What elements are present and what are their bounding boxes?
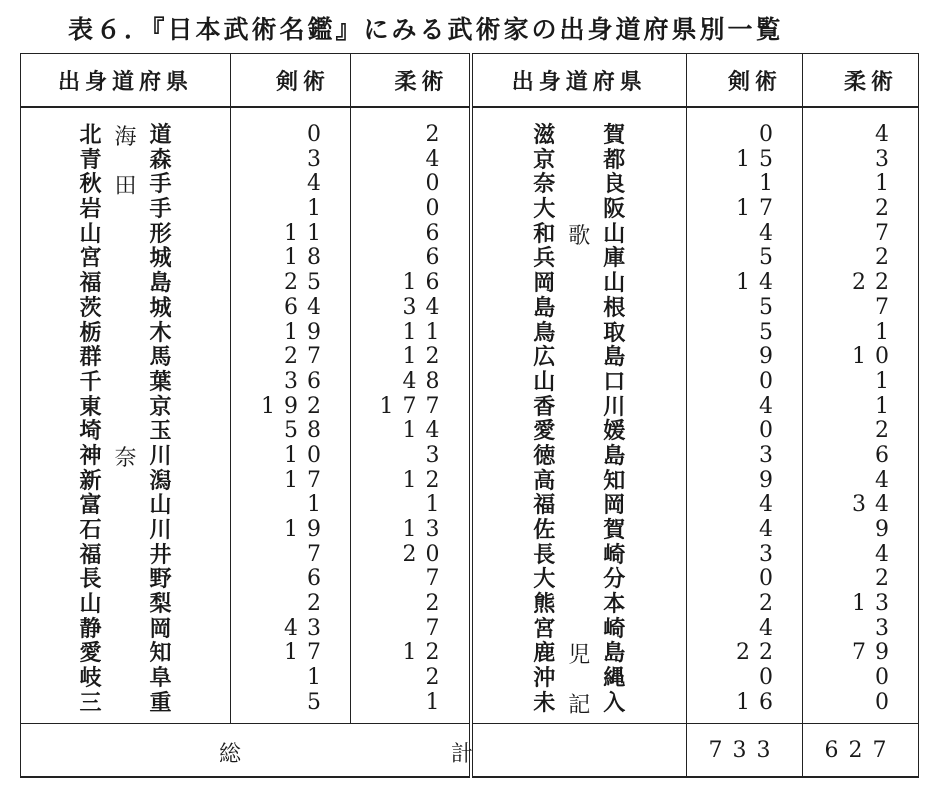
prefecture-name bbox=[80, 666, 172, 691]
prefecture-char: 都 bbox=[603, 146, 626, 173]
prefecture-char: 高 bbox=[533, 467, 556, 494]
kenjutsu-count: 4 bbox=[759, 220, 782, 246]
prefecture-name bbox=[80, 395, 172, 420]
prefecture-char: 口 bbox=[603, 368, 626, 395]
jujutsu-count: 79 bbox=[852, 640, 898, 666]
prefecture-char: 三 bbox=[79, 689, 102, 716]
jujutsu-count: 1 bbox=[875, 393, 898, 419]
prefecture-char: 京 bbox=[149, 393, 172, 420]
jujutsu-count: 2 bbox=[425, 122, 449, 147]
prefecture-char: 香 bbox=[533, 393, 556, 420]
prefecture-char: 栃 bbox=[79, 319, 102, 346]
kenjutsu-count: 0 bbox=[759, 368, 782, 394]
prefecture-char: 城 bbox=[149, 245, 172, 272]
header-jujutsu-left: 柔術 bbox=[351, 54, 471, 108]
prefecture-char: 岡 bbox=[533, 270, 556, 297]
prefecture-name bbox=[80, 148, 172, 173]
prefecture-char: 森 bbox=[149, 146, 172, 173]
prefecture-name bbox=[533, 370, 625, 395]
kenjutsu-count: 1 bbox=[759, 171, 782, 197]
kenjutsu-count: 58 bbox=[284, 418, 330, 444]
prefecture-name bbox=[533, 197, 625, 222]
jujutsu-count: 12 bbox=[402, 344, 449, 370]
kenjutsu-count: 9 bbox=[759, 467, 782, 493]
jujutsu-count: 3 bbox=[875, 615, 898, 641]
kenjutsu-count: 9 bbox=[759, 344, 782, 370]
jujutsu-count: 20 bbox=[402, 541, 449, 567]
prefecture-name bbox=[533, 691, 625, 716]
prefecture-name bbox=[533, 567, 625, 592]
prefecture-char: 山 bbox=[79, 220, 102, 247]
jujutsu-count: 2 bbox=[875, 196, 898, 222]
header-pref-right: 出身道府県 bbox=[471, 54, 687, 108]
kenjutsu-count: 3 bbox=[759, 442, 782, 468]
prefecture-char: 滋 bbox=[533, 122, 556, 148]
prefecture-char: 重 bbox=[149, 689, 172, 716]
jujutsu-count: 4 bbox=[875, 541, 898, 567]
prefecture-name bbox=[80, 197, 172, 222]
left-kenjutsu-column bbox=[231, 107, 351, 724]
prefecture-char: 馬 bbox=[149, 344, 172, 371]
kenjutsu-count: 4 bbox=[759, 517, 782, 542]
kenjutsu-count: 7 bbox=[307, 541, 330, 567]
body-row bbox=[21, 107, 919, 724]
prefecture-name bbox=[79, 171, 172, 200]
prefecture-name bbox=[533, 444, 625, 469]
header-kenjutsu-left: 剣術 bbox=[231, 54, 351, 108]
kenjutsu-count: 15 bbox=[736, 146, 782, 172]
kenjutsu-count: 27 bbox=[284, 344, 330, 370]
jujutsu-count: 0 bbox=[875, 689, 898, 715]
prefecture-char: 山 bbox=[149, 492, 172, 519]
kenjutsu-count: 3 bbox=[759, 541, 782, 567]
prefecture-char: 島 bbox=[603, 640, 626, 667]
prefecture-char: 賀 bbox=[603, 517, 626, 543]
jujutsu-count: 34 bbox=[402, 294, 449, 320]
prefecture-name bbox=[80, 641, 172, 666]
prefecture-char: 川 bbox=[603, 393, 626, 420]
prefecture-char: 岐 bbox=[79, 665, 102, 692]
prefecture-name bbox=[80, 296, 172, 321]
total-spacer bbox=[471, 724, 687, 778]
prefecture-char: 未 bbox=[533, 689, 556, 716]
kenjutsu-count: 10 bbox=[284, 442, 330, 468]
prefecture-char: 歌 bbox=[568, 223, 591, 249]
jujutsu-count: 177 bbox=[379, 393, 449, 419]
jujutsu-count: 13 bbox=[852, 591, 898, 617]
prefecture-name bbox=[80, 123, 172, 148]
right-jujutsu-column bbox=[803, 107, 919, 724]
jujutsu-count: 2 bbox=[425, 665, 449, 691]
prefecture-char: 川 bbox=[149, 442, 172, 469]
kenjutsu-count: 4 bbox=[759, 393, 782, 419]
prefecture-name bbox=[533, 395, 625, 420]
total-row bbox=[21, 724, 919, 778]
prefecture-name bbox=[533, 617, 625, 642]
prefecture-char: 山 bbox=[603, 220, 626, 247]
prefecture-char: 児 bbox=[568, 643, 591, 669]
prefecture-char: 鳥 bbox=[533, 319, 556, 346]
jujutsu-count: 2 bbox=[875, 566, 898, 592]
jujutsu-count: 48 bbox=[402, 368, 449, 394]
table-title: 表６．『日本武術名鑑』にみる武術家の出身道府県別一覧 bbox=[68, 15, 784, 44]
kenjutsu-count: 25 bbox=[284, 270, 330, 296]
kenjutsu-count: 5 bbox=[759, 294, 782, 320]
prefecture-char: 山 bbox=[79, 591, 102, 618]
jujutsu-count: 4 bbox=[425, 146, 449, 172]
prefecture-name bbox=[80, 469, 172, 494]
kenjutsu-count: 19 bbox=[284, 319, 330, 345]
prefecture-char: 長 bbox=[533, 541, 556, 568]
prefecture-char: 島 bbox=[533, 294, 556, 321]
prefecture-char: 入 bbox=[603, 689, 626, 716]
jujutsu-count: 2 bbox=[425, 591, 449, 617]
kenjutsu-count: 5 bbox=[307, 689, 330, 715]
prefecture-char: 富 bbox=[79, 492, 102, 519]
prefecture-char: 千 bbox=[79, 368, 102, 395]
prefecture-char: 群 bbox=[79, 344, 102, 371]
prefecture-char: 良 bbox=[603, 171, 626, 198]
prefecture-name bbox=[80, 543, 172, 568]
prefecture-name bbox=[533, 246, 625, 271]
jujutsu-count: 34 bbox=[852, 492, 898, 518]
jujutsu-count: 1 bbox=[875, 368, 898, 394]
jujutsu-count: 13 bbox=[402, 517, 449, 542]
prefecture-name bbox=[533, 518, 625, 543]
prefecture-char: 野 bbox=[149, 566, 172, 593]
kenjutsu-count: 192 bbox=[261, 393, 330, 419]
prefecture-char: 長 bbox=[79, 566, 102, 593]
prefecture-char: 福 bbox=[533, 492, 556, 519]
kenjutsu-count: 5 bbox=[759, 319, 782, 345]
prefecture-char: 大 bbox=[533, 566, 556, 593]
prefecture-char: 根 bbox=[603, 294, 626, 321]
prefecture-name bbox=[533, 543, 625, 568]
prefecture-char: 媛 bbox=[603, 418, 626, 445]
prefecture-char: 奈 bbox=[114, 445, 137, 471]
jujutsu-count: 3 bbox=[425, 442, 449, 468]
kenjutsu-count: 0 bbox=[759, 665, 782, 691]
left-pref-column bbox=[21, 107, 231, 724]
kenjutsu-count: 0 bbox=[759, 566, 782, 592]
prefecture-name bbox=[80, 518, 172, 543]
jujutsu-count: 3 bbox=[875, 146, 898, 172]
prefecture-name bbox=[533, 271, 625, 296]
kenjutsu-count: 4 bbox=[307, 171, 330, 197]
jujutsu-count: 16 bbox=[402, 270, 449, 296]
header-kenjutsu-right: 剣術 bbox=[687, 54, 803, 108]
prefecture-char: 阪 bbox=[603, 196, 626, 223]
prefecture-name bbox=[80, 345, 172, 370]
jujutsu-count: 6 bbox=[425, 245, 449, 271]
prefecture-char: 鹿 bbox=[533, 640, 556, 667]
prefecture-name bbox=[80, 493, 172, 518]
prefecture-char: 田 bbox=[114, 174, 137, 200]
prefecture-char: 京 bbox=[533, 146, 556, 173]
kenjutsu-count: 64 bbox=[284, 294, 330, 320]
prefecture-char: 熊 bbox=[533, 591, 556, 618]
prefecture-char: 木 bbox=[149, 319, 172, 346]
kenjutsu-count: 0 bbox=[759, 122, 782, 147]
total-kenjutsu: 733 bbox=[687, 724, 803, 778]
prefecture-char: 知 bbox=[149, 640, 172, 667]
jujutsu-count: 7 bbox=[875, 220, 898, 246]
prefecture-char: 宮 bbox=[533, 615, 556, 642]
jujutsu-count: 4 bbox=[875, 467, 898, 493]
kenjutsu-count: 4 bbox=[759, 615, 782, 641]
jujutsu-count: 7 bbox=[425, 615, 449, 641]
prefecture-char: 沖 bbox=[533, 665, 556, 692]
jujutsu-count: 6 bbox=[875, 442, 898, 468]
kenjutsu-count: 16 bbox=[736, 689, 782, 715]
prefecture-char: 静 bbox=[79, 615, 102, 642]
prefecture-char: 北 bbox=[79, 122, 102, 148]
prefecture-char: 潟 bbox=[149, 467, 172, 494]
kenjutsu-count: 18 bbox=[284, 245, 330, 271]
prefecture-name bbox=[533, 493, 625, 518]
prefecture-char: 広 bbox=[533, 344, 556, 371]
prefecture-char: 葉 bbox=[149, 368, 172, 395]
prefecture-table bbox=[20, 53, 919, 778]
jujutsu-count: 12 bbox=[402, 467, 449, 493]
prefecture-char: 玉 bbox=[149, 418, 172, 445]
prefecture-char: 兵 bbox=[533, 245, 556, 272]
prefecture-name bbox=[80, 222, 172, 247]
kenjutsu-count: 17 bbox=[736, 196, 782, 222]
prefecture-char: 阜 bbox=[149, 665, 172, 692]
kenjutsu-count: 36 bbox=[284, 368, 330, 394]
prefecture-name bbox=[533, 469, 625, 494]
prefecture-char: 分 bbox=[603, 566, 626, 593]
total-label-1: 総 bbox=[219, 742, 252, 767]
prefecture-char: 手 bbox=[149, 196, 172, 223]
kenjutsu-count: 2 bbox=[307, 591, 330, 617]
prefecture-char: 崎 bbox=[603, 615, 626, 642]
kenjutsu-count: 0 bbox=[759, 418, 782, 444]
kenjutsu-count: 1 bbox=[307, 492, 330, 518]
jujutsu-count: 0 bbox=[425, 171, 449, 197]
kenjutsu-count: 4 bbox=[759, 492, 782, 518]
prefecture-char: 徳 bbox=[533, 442, 556, 469]
prefecture-char: 梨 bbox=[149, 591, 172, 618]
prefecture-char: 宮 bbox=[79, 245, 102, 272]
prefecture-char: 新 bbox=[79, 467, 102, 494]
kenjutsu-count: 22 bbox=[736, 640, 782, 666]
prefecture-name bbox=[533, 172, 625, 197]
kenjutsu-count: 14 bbox=[736, 270, 782, 296]
jujutsu-count: 10 bbox=[852, 344, 898, 370]
jujutsu-count: 9 bbox=[875, 517, 898, 542]
prefecture-char: 取 bbox=[603, 319, 626, 346]
prefecture-char: 海 bbox=[114, 125, 137, 150]
prefecture-name bbox=[80, 419, 172, 444]
kenjutsu-count: 1 bbox=[307, 196, 330, 222]
prefecture-name bbox=[533, 148, 625, 173]
prefecture-char: 記 bbox=[568, 692, 591, 718]
prefecture-char: 本 bbox=[603, 591, 626, 618]
prefecture-char: 愛 bbox=[79, 640, 102, 667]
prefecture-name bbox=[533, 296, 625, 321]
kenjutsu-count: 43 bbox=[284, 615, 330, 641]
kenjutsu-count: 11 bbox=[284, 220, 330, 246]
right-pref-column bbox=[471, 107, 687, 724]
jujutsu-count: 14 bbox=[402, 418, 449, 444]
prefecture-char: 山 bbox=[603, 270, 626, 297]
header-row bbox=[21, 54, 919, 108]
header-pref-left: 出身道府県 bbox=[21, 54, 231, 108]
prefecture-char: 愛 bbox=[533, 418, 556, 445]
prefecture-char: 奈 bbox=[533, 171, 556, 198]
total-label-cell bbox=[21, 724, 484, 778]
kenjutsu-count: 1 bbox=[307, 665, 330, 691]
prefecture-char: 埼 bbox=[79, 418, 102, 445]
jujutsu-count: 1 bbox=[875, 171, 898, 197]
prefecture-char: 神 bbox=[79, 442, 102, 469]
prefecture-name bbox=[80, 617, 172, 642]
jujutsu-count: 2 bbox=[875, 418, 898, 444]
prefecture-char: 島 bbox=[149, 270, 172, 297]
kenjutsu-count: 5 bbox=[759, 245, 782, 271]
prefecture-char: 茨 bbox=[79, 294, 102, 321]
prefecture-name bbox=[80, 246, 172, 271]
jujutsu-count: 7 bbox=[875, 294, 898, 320]
prefecture-char: 道 bbox=[149, 122, 172, 148]
prefecture-name bbox=[80, 271, 172, 296]
prefecture-char: 大 bbox=[533, 196, 556, 223]
prefecture-name bbox=[80, 691, 172, 716]
jujutsu-count: 1 bbox=[425, 492, 449, 518]
jujutsu-count: 0 bbox=[425, 196, 449, 222]
prefecture-char: 手 bbox=[149, 171, 172, 198]
kenjutsu-count: 17 bbox=[284, 467, 330, 493]
kenjutsu-count: 19 bbox=[284, 517, 330, 542]
prefecture-char: 青 bbox=[79, 146, 102, 173]
prefecture-name bbox=[80, 444, 172, 469]
jujutsu-count: 1 bbox=[425, 689, 449, 715]
prefecture-char: 福 bbox=[79, 541, 102, 568]
prefecture-name bbox=[533, 123, 625, 148]
prefecture-char: 崎 bbox=[603, 541, 626, 568]
prefecture-char: 知 bbox=[603, 467, 626, 494]
kenjutsu-count: 0 bbox=[307, 122, 330, 147]
prefecture-char: 和 bbox=[533, 220, 556, 247]
total-label-2: 計 bbox=[451, 742, 484, 767]
kenjutsu-count: 17 bbox=[284, 640, 330, 666]
prefecture-char: 島 bbox=[603, 442, 626, 469]
kenjutsu-count: 3 bbox=[307, 146, 330, 172]
total-jujutsu: 627 bbox=[803, 724, 919, 778]
prefecture-name bbox=[533, 640, 626, 669]
prefecture-char: 川 bbox=[149, 517, 172, 543]
jujutsu-count: 0 bbox=[875, 665, 898, 691]
jujutsu-count: 2 bbox=[875, 245, 898, 271]
prefecture-char: 城 bbox=[149, 294, 172, 321]
prefecture-char: 福 bbox=[79, 270, 102, 297]
jujutsu-count: 6 bbox=[425, 220, 449, 246]
prefecture-char: 石 bbox=[79, 517, 102, 543]
prefecture-name bbox=[533, 321, 625, 346]
prefecture-char: 秋 bbox=[79, 171, 102, 198]
prefecture-char: 佐 bbox=[533, 517, 556, 543]
jujutsu-count: 7 bbox=[425, 566, 449, 592]
prefecture-name bbox=[533, 419, 625, 444]
right-kenjutsu-column bbox=[687, 107, 803, 724]
prefecture-char: 東 bbox=[79, 393, 102, 420]
prefecture-char: 岡 bbox=[149, 615, 172, 642]
prefecture-name bbox=[80, 321, 172, 346]
jujutsu-count: 22 bbox=[852, 270, 898, 296]
left-jujutsu-column bbox=[351, 107, 471, 724]
prefecture-char: 縄 bbox=[603, 665, 626, 692]
prefecture-char: 庫 bbox=[603, 245, 626, 272]
prefecture-char: 井 bbox=[149, 541, 172, 568]
kenjutsu-count: 6 bbox=[307, 566, 330, 592]
prefecture-char: 岡 bbox=[603, 492, 626, 519]
prefecture-name bbox=[80, 592, 172, 617]
kenjutsu-count: 2 bbox=[759, 591, 782, 617]
jujutsu-count: 11 bbox=[402, 319, 449, 345]
prefecture-char: 岩 bbox=[79, 196, 102, 223]
prefecture-char: 島 bbox=[603, 344, 626, 371]
prefecture-char: 山 bbox=[533, 368, 556, 395]
prefecture-name bbox=[533, 222, 625, 247]
prefecture-name bbox=[80, 567, 172, 592]
jujutsu-count: 4 bbox=[875, 122, 898, 147]
prefecture-name bbox=[80, 370, 172, 395]
jujutsu-count: 12 bbox=[402, 640, 449, 666]
prefecture-char: 賀 bbox=[603, 122, 626, 148]
prefecture-char: 形 bbox=[149, 220, 172, 247]
prefecture-name bbox=[533, 592, 625, 617]
prefecture-name bbox=[533, 345, 625, 370]
header-jujutsu-right: 柔術 bbox=[803, 54, 919, 108]
prefecture-name bbox=[533, 666, 625, 691]
jujutsu-count: 1 bbox=[875, 319, 898, 345]
